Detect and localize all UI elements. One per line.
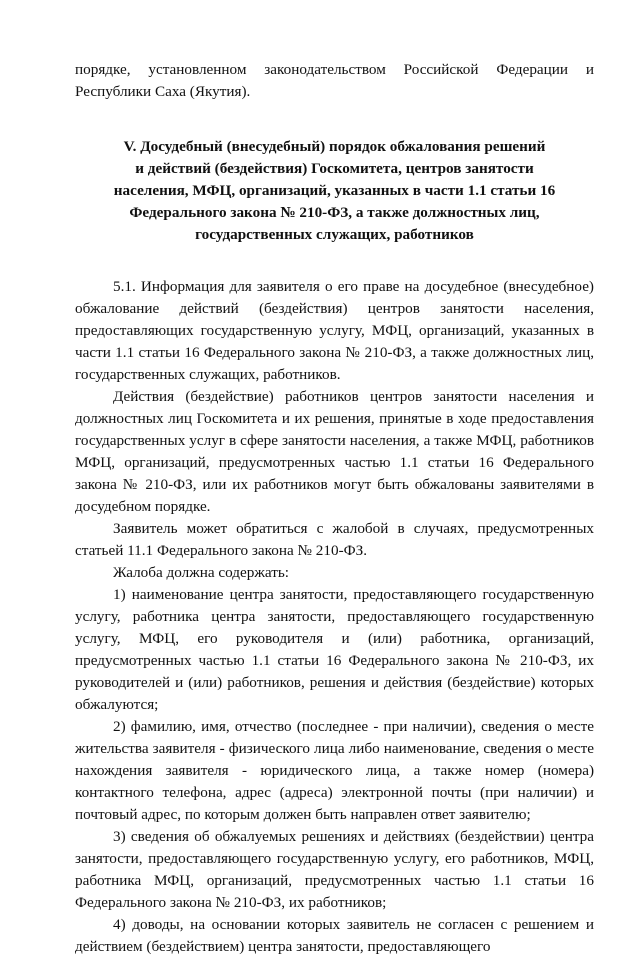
paragraph-complaint-contents: Жалоба должна содержать: [113, 564, 289, 581]
paragraph-actions: Действия (бездействие) работников центров занятости населения и должностных лиц Госкомитета и их решения, принятые в ходе предоставления государственных услуг в сфере занятости населения, а также МФЦ, работников МФЦ, организаций, предусмотренных частью 1.1 статьи 16 Федерального закона № 210-ФЗ, или их работников могут быть обжалованы заявителями в досудебном порядке. [75, 388, 594, 515]
heading-line: Федерального закона № 210-ФЗ, а также должностных лиц, [129, 204, 540, 221]
section-heading [75, 136, 594, 246]
heading-line: государственных служащих, работников [195, 226, 474, 243]
list-item-3: 3) сведения об обжалуемых решениях и действиях (бездействии) центра занятости, предоставляющего государственную услугу, его работников, МФЦ, работника МФЦ, организаций, предусмотренных частью 1.1 статьи 16 Федерального закона № 210-ФЗ, их работников; [75, 828, 594, 911]
heading-line: V. Досудебный (внесудебный) порядок обжалования решений [123, 138, 546, 155]
heading-line: населения, МФЦ, организаций, указанных в части 1.1 статьи 16 [113, 182, 556, 199]
list-item-2: 2) фамилию, имя, отчество (последнее - при наличии), сведения о месте жительства заявителя - физического лица либо наименование, сведения о месте нахождения заявителя - юридического лица, а также номер (номера) контактного телефона, адрес (адреса) электронной почты (при наличии) и почтовый адрес, по которым должен быть направлен ответ заявителю; [75, 718, 594, 823]
intro-paragraph: порядке, установленном законодательством Российской Федерации и Республики Саха (Якутия). [75, 61, 594, 100]
paragraph-complaint-cases: Заявитель может обратиться с жалобой в случаях, предусмотренных статьей 11.1 Федерального закона № 210-ФЗ. [75, 520, 594, 559]
list-item-4: 4) доводы, на основании которых заявитель не согласен с решением и действием (бездействием) центра занятости, предоставляющего [75, 916, 594, 955]
list-item-1: 1) наименование центра занятости, предоставляющего государственную услугу, работника центра занятости, предоставляющего государственную услугу, МФЦ, его руководителя и (или) работника, организаций, предусмотренных частью 1.1 статьи 16 Федерального закона № 210-ФЗ, их руководителей и (или) работников, решения и действия (бездействие) которых обжалуются; [75, 586, 594, 713]
paragraph-5-1: 5.1. Информация для заявителя о его праве на досудебное (внесудебное) обжалование действий (бездействия) центров занятости населения, предоставляющих государственную услугу, МФЦ, организаций, указанных в части 1.1 статьи 16 Федерального закона № 210-ФЗ, а также должностных лиц, государственных служащих, работников. [75, 278, 594, 383]
heading-line: и действий (бездействия) Госкомитета, центров занятости [135, 160, 534, 177]
